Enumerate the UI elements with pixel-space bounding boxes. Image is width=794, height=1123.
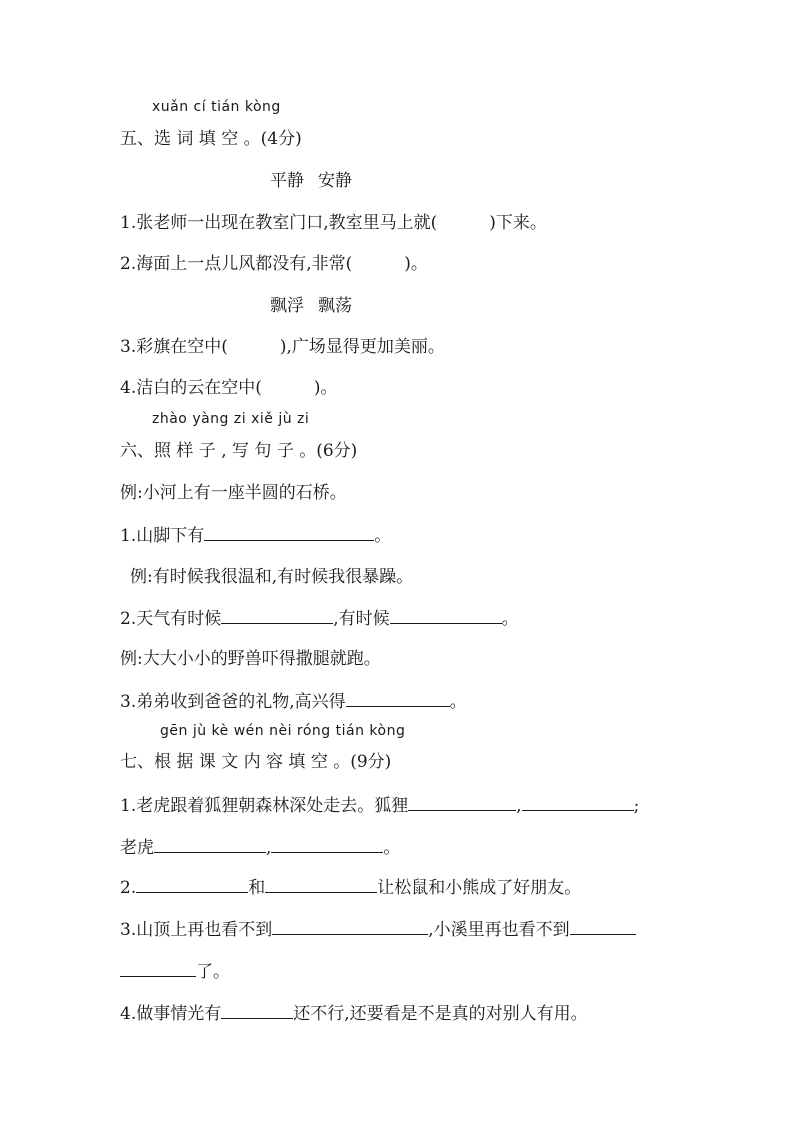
option-word: 飘浮 [270,296,304,316]
answer-blank[interactable] [136,876,248,893]
question-7-2: 2. 和 让松鼠和小熊成了好朋友。 [120,878,582,898]
answer-blank[interactable] [204,524,374,541]
option-word: 安静 [318,171,352,191]
question-7-4: 4.做事情光有 还不行,还要看是不是真的对别人有用。 [120,1004,588,1024]
section6-heading: 六、照 样 子 , 写 句 子 。(6分) [120,441,358,461]
section5-options-b [270,295,352,317]
answer-blank[interactable] [570,918,636,935]
question-6-3: 3.弟弟收到爸爸的礼物,高兴得 。 [120,692,467,712]
question-5-3: 3.彩旗在空中( ),广场显得更加美丽。 [120,337,445,357]
answer-blank[interactable] [120,960,196,977]
question-5-2: 2.海面上一点儿风都没有,非常( )。 [120,254,428,274]
answer-blank[interactable] [272,918,428,935]
question-7-3: 3.山顶上再也看不到 ,小溪里再也看不到 [120,918,636,941]
example-3: 例:大大小小的野兽吓得撒腿就跑。 [120,649,381,669]
example-2: 例:有时候我很温和,有时候我很暴躁。 [130,567,414,587]
answer-blank[interactable] [265,876,377,893]
question-7-3b: 了。 [120,960,230,983]
section5-heading: 五、选 词 填 空 。(4分) [120,129,302,149]
answer-blank[interactable] [346,690,450,707]
section7-heading: 七、根 据 课 文 内 容 填 空 。(9分) [120,752,392,772]
section7-pinyin: gēn jù kè wén nèi róng tián kòng [160,723,406,739]
answer-blank[interactable] [271,836,383,853]
question-6-2: 2.天气有时候 ,有时候 。 [120,609,519,629]
section5-pinyin: xuǎn cí tián kòng [152,99,281,115]
question-5-1: 1.张老师一出现在教室门口,教室里马上就( )下来。 [120,213,547,233]
question-6-1: 1.山脚下有 。 [120,526,392,546]
section5-options-a [270,170,352,192]
option-word: 飘荡 [318,296,352,316]
answer-blank[interactable] [408,794,516,811]
question-7-1b: 老虎 , 。 [120,838,401,858]
answer-blank[interactable] [390,607,502,624]
answer-blank[interactable] [522,794,634,811]
option-word: 平静 [270,171,304,191]
answer-blank[interactable] [221,1002,293,1019]
answer-blank[interactable] [154,836,266,853]
question-5-4: 4.洁白的云在空中( )。 [120,378,338,398]
example-1: 例:小河上有一座半圆的石桥。 [120,483,347,503]
answer-blank[interactable] [221,607,333,624]
section6-pinyin: zhào yàng zi xiě jù zi [152,411,310,427]
question-7-1: 1.老虎跟着狐狸朝森林深处走去。狐狸 , ; [120,796,640,816]
